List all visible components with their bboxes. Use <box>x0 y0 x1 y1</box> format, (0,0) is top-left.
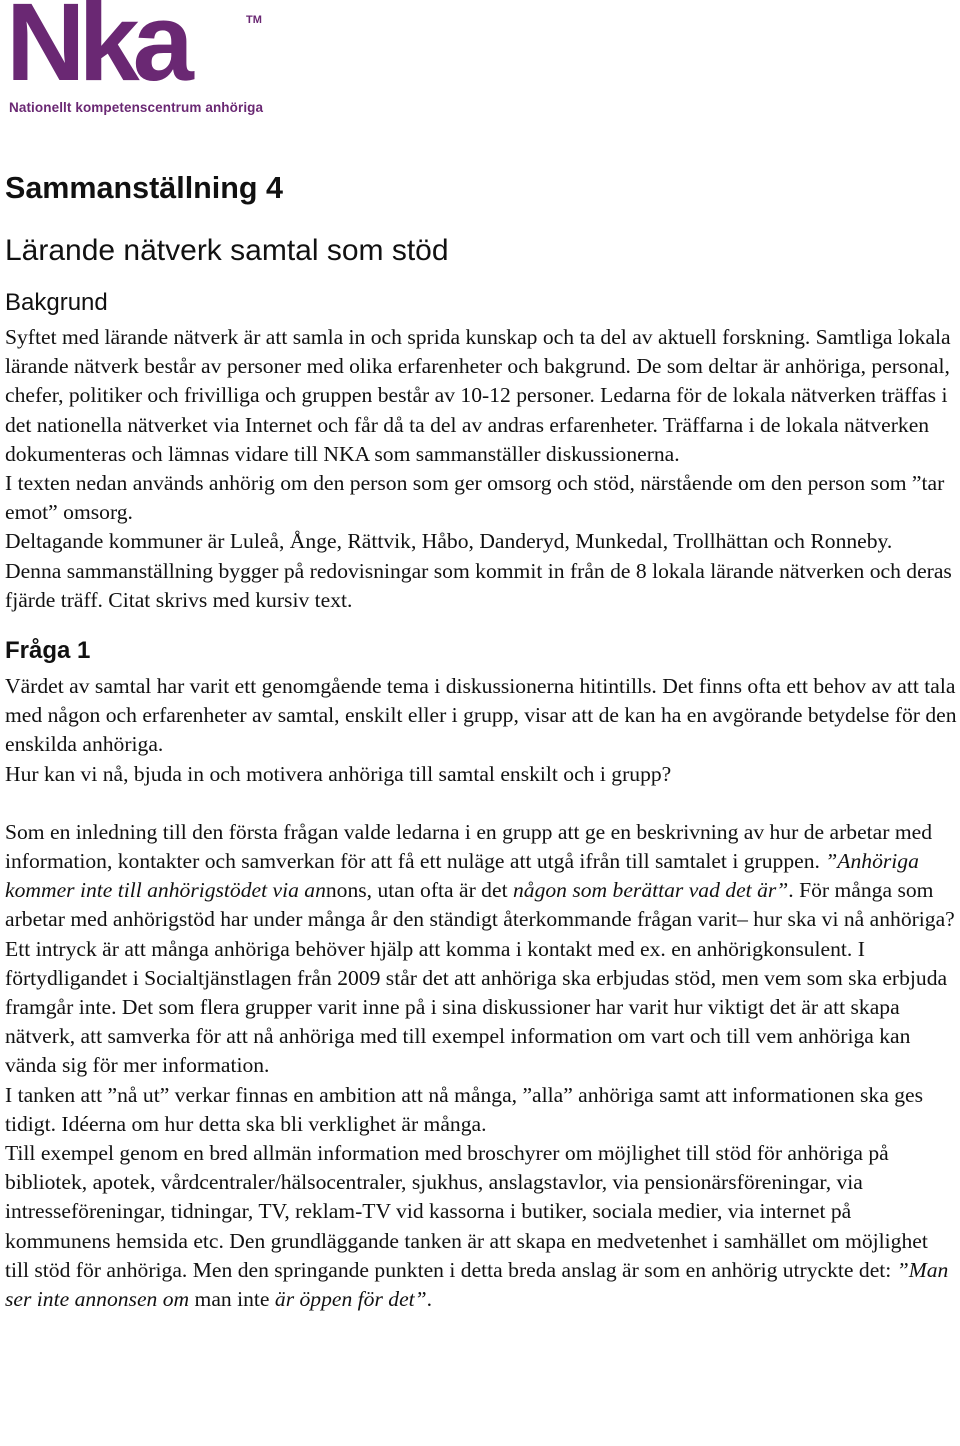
paragraph <box>5 818 957 1081</box>
paragraph: Deltagande kommuner är Luleå, Ånge, Rättvik, Håbo, Danderyd, Munkedal, Trollhättan och Ronneby. <box>5 529 893 554</box>
section-heading-bakgrund: Bakgrund <box>5 289 108 316</box>
quote-span: ”Anhöriga kommer inte till anhörigstödet via an <box>5 849 919 903</box>
document-subtitle: Lärande nätverk samtal som stöd <box>5 234 449 267</box>
paragraph: Värdet av samtal har varit ett genomgående tema i diskussionerna hitintills. Det finns ofta ett behov av att tala med någon och erfarenheter av samtal, enskilt eller i grupp, visar att de kan ha en avgörande betydelse för den enskilda anhöriga. <box>5 674 957 757</box>
document-body <box>5 166 957 1314</box>
text-span: . <box>426 1287 433 1312</box>
logo-tagline: Nationellt kompetenscentrum anhöriga <box>9 100 264 115</box>
text-span: man inte <box>189 1287 275 1312</box>
text-span: Som en inledning till den första frågan valde ledarna i en grupp att ge en beskrivning av hur de arbetar med information, kontakter och samverkan för att få ett nuläge att utgå ifrån till samtalet i gruppen. <box>5 819 933 874</box>
quote-span: ”Man ser inte annonsen om <box>5 1257 949 1312</box>
paragraph: I tanken att ”nå ut” verkar finnas en ambition att nå många, ”alla” anhöriga samt att informationen ska ges tidigt. Idéerna om hur detta ska bli verklighet är många. <box>5 1082 923 1136</box>
quote-span: är öppen för det” <box>274 1287 427 1312</box>
text-span: nons, utan ofta är det <box>325 878 513 903</box>
text-span: Till exempel genom en bred allmän information med broschyrer om möjlighet till stöd för anhöriga på bibliotek, apotek, vårdcentraler/hälsocentraler, sjukhus, anslagstavlor, via pensionärsföreningar, via intresseföreningar, tidningar, TV, reklam-TV vid kassorna i butiker, sociala medier, via internet på kommunens hemsida etc. Den grundläggande tanken är att skapa en medvetenhet i samhället om möjlighet till stöd för anhöriga. Men den springande punkten i detta breda anslag är som en anhörig utryckte det: <box>5 1141 928 1282</box>
paragraph: Syftet med lärande nätverk är att samla in och sprida kunskap och ta del av aktuell forskning. Samtliga lokala lärande nätverk består av personer med olika erfarenheter och bakgrund. De som deltar är anhöriga, personal, chefer, politiker och frivilliga och gruppen består av 10-12 personer. Ledarna för de lokala nätverken träffas i det nationella nätverket via Internet och får då ta del av andras erfarenheter. Träffarna i de lokala nätverken dokumenteras och lämnas vidare till NKA som sammanställer diskussionerna. <box>5 325 951 466</box>
trademark-symbol: TM <box>246 14 262 26</box>
section-heading-fraga-1: Fråga 1 <box>5 637 91 665</box>
paragraph: Denna sammanställning bygger på redovisningar som kommit in från de 8 lokala lärande nätverken och deras fjärde träff. Citat skrivs med kursiv text. <box>5 558 952 612</box>
paragraph <box>5 1139 957 1314</box>
nka-logo <box>6 2 266 120</box>
quote-span: någon som berättar vad det är” <box>512 878 789 903</box>
question-paragraph: Hur kan vi nå, bjuda in och motivera anhöriga till samtal enskilt och i grupp? <box>5 761 672 786</box>
text-span: . För många som arbetar med anhörigstöd har under många år den ständigt återkommande frågan varit– hur ska vi nå anhöriga? Ett intryck är att många anhöriga behöver hjälp att komma i kontakt med ex. en anhörigkonsulent. I förtydligandet i Socialtjänstlagen från 2009 står det att anhöriga ska erbjudas stöd, men vem som ska erbjuda framgår inte. Det som flera grupper varit inne på i sina diskussioner har varit hur viktigt det är att skapa nätverk, att samverka för att nå anhöriga med till exempel information om vart och till vem anhöriga kan vända sig för mer information. <box>5 878 955 1078</box>
paragraph: I texten nedan används anhörig om den person som ger omsorg och stöd, närstående om den person som ”tar emot” omsorg. <box>5 471 945 525</box>
document-title: Sammanställning 4 <box>5 171 283 205</box>
logo-wordmark: Nka <box>6 0 187 104</box>
